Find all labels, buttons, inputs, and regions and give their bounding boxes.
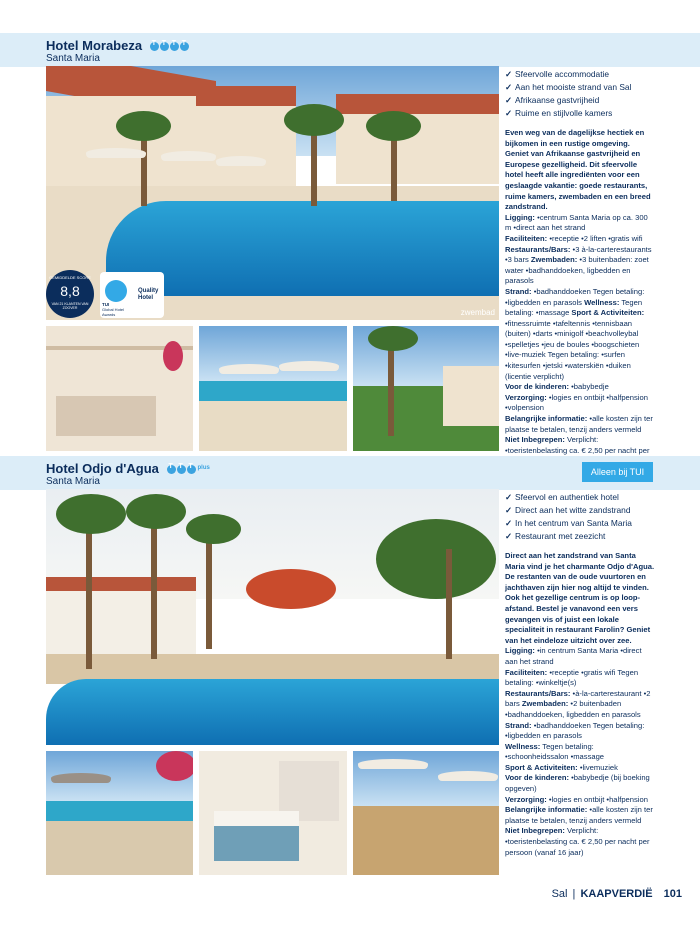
hotel2-stars-icon: T T T plus [167, 465, 210, 474]
detail-niet-inbegrepen: Niet Inbegrepen: Verplicht: •toeristenbelasting ca. € 2,50 per nacht per [505, 435, 650, 455]
detail-restaurants: Restaurants/Bars: •à-la-carterestaurant •2 bars [505, 688, 651, 709]
detail-faciliteiten: Faciliteiten: •receptie •2 liften •gratis wifi [505, 233, 643, 243]
checkmark-icon: ✓ [505, 95, 513, 105]
hotel2-title: Hotel Odjo d'Agua T T T plus [46, 461, 210, 476]
hotel1-check-item: ✓ Aan het mooiste strand van Sal [505, 82, 632, 92]
hotel1-check-item: ✓ Ruime en stijlvolle kamers [505, 108, 613, 118]
hotel2-check-item: ✓ Direct aan het witte zandstrand [505, 505, 631, 515]
hotel1-photo-caption: zwembad [460, 308, 495, 317]
page-footer [552, 888, 682, 900]
hotel1-description: Even weg van de dagelijkse hectiek en bijkomen in een rustige omgeving. Geniet van Afrikaanse gastvrijheid en Europese gezelligheid. Dit sfeervolle hotel heeft alle ingrediënten voor een geslaagde vakantie: goede restaurants, ruime kamers, zwembaden en een breed zandstrand. [505, 128, 651, 212]
detail-verzorging: Verzorging: •logies en ontbijt •halfpension •volpension [505, 392, 648, 413]
hotel2-room-photo [199, 751, 347, 875]
quality-hotel-badge: TUI Global Hotel Awards Quality Hotel [100, 272, 164, 318]
hotel1-details [505, 213, 655, 467]
checkmark-icon: ✓ [505, 69, 513, 79]
detail-strand: Strand: •badhanddoeken Tegen betaling: •ligbedden en parasols [505, 720, 645, 741]
detail-zwembaden: Zwembaden: •3 buitenbaden: zoet water •badhanddoeken, ligbedden en parasols [505, 255, 649, 286]
checkmark-icon: ✓ [505, 108, 513, 118]
hotel1-title: Hotel Morabeza T T T T [46, 38, 189, 53]
hotel1-beach-photo [199, 326, 347, 451]
detail-niet-inbegrepen: Niet Inbegrepen: Verplicht: •toeristenbelasting ca. € 2,50 per nacht per persoon (vanaf 16 jaar) [505, 826, 650, 857]
detail-belangrijk: Belangrijke informatie: •alle kosten zijn ter plaatse te betalen, tenzij anders vermeld [505, 414, 653, 434]
detail-zwembaden: Zwembaden: •2 buitenbaden •badhanddoeken, ligbedden en parasols [505, 699, 641, 719]
hotel2-check-item: ✓ In het centrum van Santa Maria [505, 518, 632, 528]
footer-separator: | [572, 888, 576, 900]
hotel2-info-column [505, 491, 655, 858]
hotel1-garden-photo [353, 326, 499, 451]
hotel2-details [505, 646, 655, 858]
detail-belangrijk: Belangrijke informatie: •alle kosten zijn ter plaatse te betalen, tenzij anders vermeld [505, 805, 653, 825]
footer-country: KAAPVERDIË [580, 888, 653, 900]
checkmark-icon: ✓ [505, 492, 513, 502]
hotel2-check-item: ✓ Restaurant met zeezicht [505, 531, 606, 541]
detail-ligging: Ligging: •in centrum Santa Maria •direct aan het strand [505, 646, 642, 666]
page-number: 101 [663, 888, 682, 900]
hotel2-check-item: ✓ Sfeervol en authentiek hotel [505, 492, 619, 502]
hotel1-location: Santa Maria [46, 53, 100, 64]
hotel2-description: Direct aan het zandstrand van Santa Maria vind je het charmante Odjo d'Agua. De restanten van de oude vuurtoren en jachthaven zijn hier nog altijd te vinden. Ook het gezellige centrum is op loop-afstand. Bestel je vanavond een vers gevangen vis of juist een lokale specialiteit in restaurant Farolin? Geniet van het eindeloze uitzicht over zee. [505, 551, 655, 645]
alleen-bij-tui-badge: Alleen bij TUI [582, 462, 653, 482]
hotel2-terrace-photo [46, 751, 193, 875]
hotel1-check-item: ✓ Afrikaanse gastvrijheid [505, 95, 600, 105]
hotel1-room-photo [46, 326, 193, 451]
detail-kinderen: Voor de kinderen: •babybedje [505, 382, 609, 392]
checkmark-icon: ✓ [505, 82, 513, 92]
checkmark-icon: ✓ [505, 518, 513, 528]
detail-kinderen: Voor de kinderen: •babybedje (bij boeking opgeven) [505, 773, 650, 794]
hotel2-location: Santa Maria [46, 476, 100, 487]
detail-restaurants: Restaurants/Bars: •3 à-la-carterestaurants •3 bars [505, 244, 652, 265]
hotel1-stars-icon [150, 42, 189, 51]
detail-verzorging: Verzorging: •logies en ontbijt •halfpension [505, 794, 648, 804]
hotel1-check-item: ✓ Sfeervolle accommodatie [505, 69, 610, 79]
detail-sport: Sport & Activiteiten: •fitnessruimte •tafeltennis •tennisbaan (buiten) •darts •minigolf •beachvolleybal •spelletjes •jeu de boules •boogschieten •live-muziek Tegen betaling: •surfen •kitesurfen •jetski •waterskiën •duiken (licentie verplicht) [505, 308, 645, 381]
detail-ligging: Ligging: •centrum Santa Maria op ca. 300 m •direct aan het strand [505, 212, 648, 233]
checkmark-icon: ✓ [505, 531, 513, 541]
detail-sport: Sport & Activiteiten: •livemuziek [505, 762, 618, 772]
detail-faciliteiten: Faciliteiten: •receptie •gratis wifi Tegen betaling: •winkeltje(s) [505, 667, 639, 688]
detail-wellness: Wellness: Tegen betaling: •schoonheidssalon •massage [505, 741, 605, 762]
rating-badge: GEMIDDELDE SCORE 8,8 VAN 21 KLANTEN VAN ZOOVER [46, 270, 94, 318]
detail-strand: Strand: •badhanddoeken Tegen betaling: •ligbedden en parasols [505, 286, 645, 307]
checkmark-icon: ✓ [505, 505, 513, 515]
footer-region: Sal [551, 888, 568, 900]
detail-wellness: Wellness: Tegen betaling: •massage [505, 297, 643, 318]
hotel2-restaurant-photo [353, 751, 499, 875]
hotel2-main-photo [46, 489, 499, 745]
hotel1-info-column [505, 68, 655, 467]
tui-logo-icon [105, 280, 127, 302]
